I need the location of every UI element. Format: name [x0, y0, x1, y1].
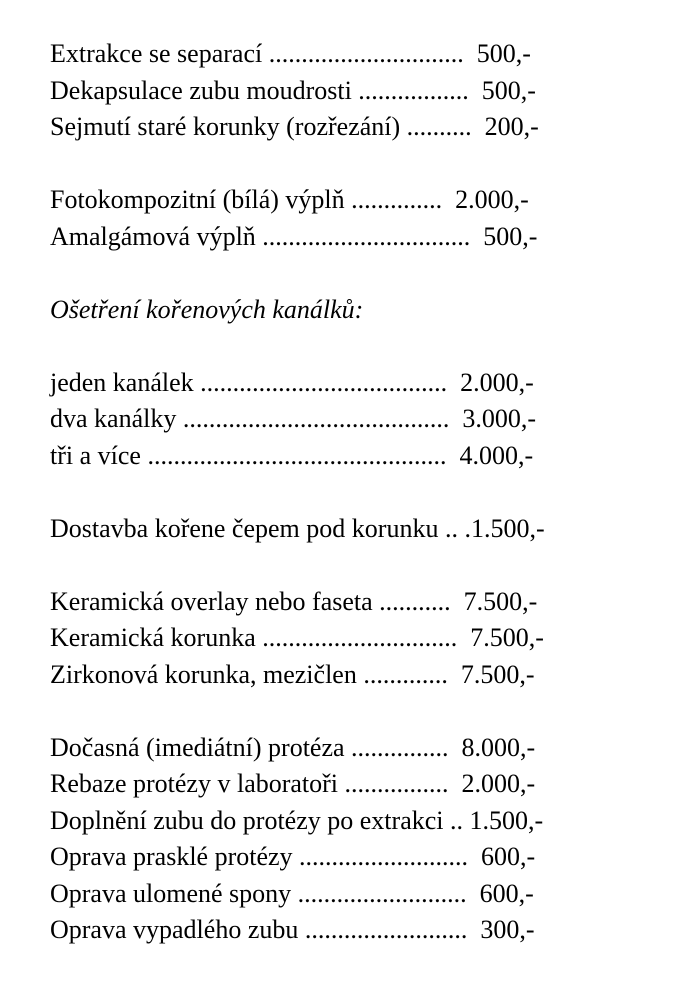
- price-line-ceramic-overlay-veneer: Keramická overlay nebo faseta ........... 7.500,-: [50, 586, 538, 616]
- price-list-document: [50, 36, 670, 949]
- root-canal-heading: Ošetření kořenových kanálků:: [50, 294, 364, 324]
- price-line-denture-reline: Rebaze protézy v laboratoři ................ 2.000,-: [50, 769, 536, 798]
- price-line-amalgam-filling: Amalgámová výplň ................................ 500,-: [50, 221, 538, 251]
- spacer: [50, 474, 670, 511]
- price-line-one-canal: jeden kanálek ...................................... 2.000,-: [50, 367, 534, 397]
- price-line-missing-tooth-repair: Oprava vypadlého zubu ......................... 300,-: [50, 915, 535, 944]
- spacer: [50, 693, 670, 730]
- price-line-denture-tooth-addition: Doplnění zubu do protézy po extrakci .. 1.500,-: [50, 805, 544, 835]
- price-line-old-crown-removal: Sejmutí staré korunky (rozřezání) .......... 200,-: [50, 112, 539, 141]
- price-line-broken-clasp-repair: Oprava ulomené spony .......................... 600,-: [50, 878, 534, 908]
- price-line-two-canals: dva kanálky ......................................... 3.000,-: [50, 404, 537, 433]
- price-line-extraction-separation: Extrakce se separací .............................. 500,-: [50, 39, 531, 68]
- price-line-post-core-buildup: Dostavba kořene čepem pod korunku .. .1.500,-: [50, 513, 545, 543]
- spacer: [50, 255, 670, 292]
- price-line-temporary-denture: Dočasná (imediátní) protéza ............... 8.000,-: [50, 732, 536, 762]
- price-line-wisdom-tooth-decapsulation: Dekapsulace zubu moudrosti ................. 500,-: [50, 75, 536, 105]
- spacer: [50, 547, 670, 584]
- price-line-zirconia-crown-pontic: Zirkonová korunka, mezičlen ............. 7.500,-: [50, 659, 535, 689]
- spacer: [50, 146, 670, 183]
- price-line-three-plus-canals: tři a více .............................................. 4.000,-: [50, 440, 534, 470]
- price-line-ceramic-crown: Keramická korunka .............................. 7.500,-: [50, 623, 544, 652]
- price-line-composite-filling: Fotokompozitní (bílá) výplň .............. 2.000,-: [50, 185, 529, 214]
- price-line-cracked-denture-repair: Oprava prasklé protézy .......................... 600,-: [50, 842, 536, 871]
- spacer: [50, 328, 670, 365]
